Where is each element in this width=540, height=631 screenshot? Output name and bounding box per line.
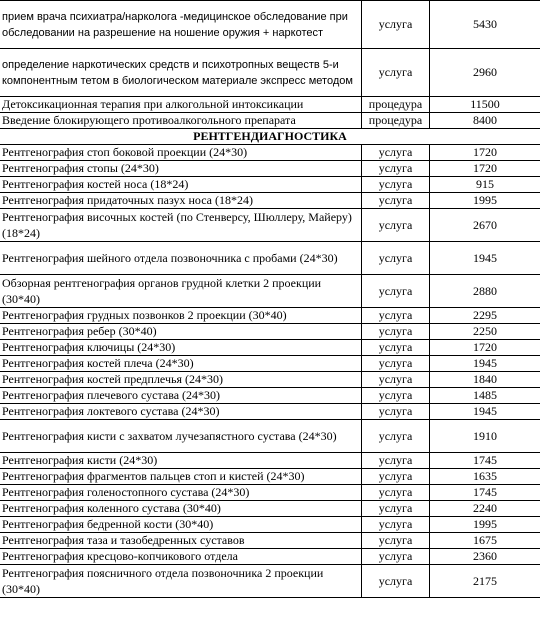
unit-cell: услуга [362, 49, 430, 97]
unit-cell: услуга [362, 242, 430, 275]
price-cell: 1995 [430, 193, 540, 209]
unit-cell: услуга [362, 193, 430, 209]
table-row [0, 275, 540, 308]
unit-cell: услуга [362, 161, 430, 177]
table-row [0, 177, 540, 193]
unit-cell: услуга [362, 308, 430, 324]
unit-cell: услуга [362, 145, 430, 161]
service-name-cell: Рентгенография стопы (24*30) [0, 161, 362, 177]
service-name-cell: Рентгенография шейного отдела позвоночника с пробами (24*30) [0, 242, 362, 275]
service-name-cell: Введение блокирующего противоалкогольного препарата [0, 113, 362, 129]
service-name-cell: Рентгенография поясничного отдела позвоночника 2 проекции (30*40) [0, 565, 362, 598]
service-name-cell: Рентгенография костей плеча (24*30) [0, 356, 362, 372]
unit-cell: услуга [362, 485, 430, 501]
service-name-cell: Рентгенография кисти (24*30) [0, 453, 362, 469]
price-cell: 5430 [430, 1, 540, 49]
service-name-cell: Рентгенография ребер (30*40) [0, 324, 362, 340]
service-name-cell: Рентгенография таза и тазобедренных суставов [0, 533, 362, 549]
service-name-cell: Рентгенография кисти с захватом лучезапястного сустава (24*30) [0, 420, 362, 453]
table-row [0, 420, 540, 453]
unit-cell: услуга [362, 340, 430, 356]
section-header-row [0, 129, 540, 145]
price-cell: 2295 [430, 308, 540, 324]
service-name-cell: Рентгенография стоп боковой проекции (24*30) [0, 145, 362, 161]
service-name-cell: Рентгенография бедренной кости (30*40) [0, 517, 362, 533]
table-row [0, 356, 540, 372]
price-cell: 1945 [430, 404, 540, 420]
service-name-cell: Рентгенография костей предплечья (24*30) [0, 372, 362, 388]
unit-cell: услуга [362, 356, 430, 372]
unit-cell: услуга [362, 209, 430, 242]
table-row [0, 209, 540, 242]
price-cell: 1720 [430, 340, 540, 356]
table-row [0, 340, 540, 356]
price-cell: 2670 [430, 209, 540, 242]
price-cell: 1635 [430, 469, 540, 485]
table-row [0, 453, 540, 469]
price-cell: 1945 [430, 356, 540, 372]
unit-cell: услуга [362, 501, 430, 517]
table-row [0, 501, 540, 517]
unit-cell: услуга [362, 453, 430, 469]
service-name-cell: Обзорная рентгенография органов грудной клетки 2 проекции (30*40) [0, 275, 362, 308]
price-cell: 11500 [430, 97, 540, 113]
unit-cell: услуга [362, 177, 430, 193]
table-row [0, 308, 540, 324]
table-row [0, 533, 540, 549]
unit-cell: услуга [362, 372, 430, 388]
service-name-cell: Рентгенография ключицы (24*30) [0, 340, 362, 356]
table-row [0, 517, 540, 533]
price-list-body [0, 1, 540, 598]
unit-cell: услуга [362, 324, 430, 340]
price-cell: 1720 [430, 145, 540, 161]
table-row [0, 549, 540, 565]
price-cell: 1945 [430, 242, 540, 275]
unit-cell: услуга [362, 404, 430, 420]
unit-cell: процедура [362, 113, 430, 129]
table-row [0, 113, 540, 129]
service-name-cell: Рентгенография голеностопного сустава (24*30) [0, 485, 362, 501]
price-cell: 1745 [430, 485, 540, 501]
service-name-cell: прием врача психиатра/нарколога -медицинское обследование при обследовании на разрешение на ношение оружия + наркотест [0, 1, 362, 49]
table-row [0, 372, 540, 388]
service-name-cell: Рентгенография височных костей (по Стенверсу, Шюллеру, Майеру) (18*24) [0, 209, 362, 242]
price-cell: 2175 [430, 565, 540, 598]
unit-cell: услуга [362, 565, 430, 598]
table-row [0, 145, 540, 161]
unit-cell: услуга [362, 549, 430, 565]
table-row [0, 404, 540, 420]
table-row [0, 49, 540, 97]
table-row [0, 97, 540, 113]
table-row [0, 485, 540, 501]
table-row [0, 161, 540, 177]
table-row [0, 242, 540, 275]
unit-cell: услуга [362, 275, 430, 308]
price-cell: 2240 [430, 501, 540, 517]
price-cell: 1485 [430, 388, 540, 404]
unit-cell: услуга [362, 469, 430, 485]
table-row [0, 565, 540, 598]
service-name-cell: Рентгенография коленного сустава (30*40) [0, 501, 362, 517]
unit-cell: услуга [362, 420, 430, 453]
service-name-cell: Рентгенография грудных позвонков 2 проекции (30*40) [0, 308, 362, 324]
price-cell: 1675 [430, 533, 540, 549]
unit-cell: услуга [362, 388, 430, 404]
service-name-cell: Рентгенография костей носа (18*24) [0, 177, 362, 193]
service-name-cell: Рентгенография придаточных пазух носа (18*24) [0, 193, 362, 209]
price-cell: 1745 [430, 453, 540, 469]
table-row [0, 1, 540, 49]
service-name-cell: Рентгенография плечевого сустава (24*30) [0, 388, 362, 404]
price-cell: 2360 [430, 549, 540, 565]
price-cell: 1995 [430, 517, 540, 533]
table-row [0, 324, 540, 340]
table-row [0, 388, 540, 404]
unit-cell: услуга [362, 517, 430, 533]
table-row [0, 193, 540, 209]
unit-cell: процедура [362, 97, 430, 113]
unit-cell: услуга [362, 533, 430, 549]
section-title: РЕНТГЕНДИАГНОСТИКА [0, 129, 540, 145]
service-name-cell: Детоксикационная терапия при алкогольной интоксикации [0, 97, 362, 113]
unit-cell: услуга [362, 1, 430, 49]
service-name-cell: Рентгенография локтевого сустава (24*30) [0, 404, 362, 420]
price-cell: 8400 [430, 113, 540, 129]
price-cell: 1720 [430, 161, 540, 177]
price-cell: 915 [430, 177, 540, 193]
service-name-cell: Рентгенография кресцово-копчикового отдела [0, 549, 362, 565]
price-cell: 2250 [430, 324, 540, 340]
table-row [0, 469, 540, 485]
price-cell: 1910 [430, 420, 540, 453]
price-cell: 2880 [430, 275, 540, 308]
price-cell: 1840 [430, 372, 540, 388]
service-name-cell: определение наркотических средств и психотропных веществ 5-и компонентным тетом в биологическом материале экспресс методом [0, 49, 362, 97]
service-name-cell: Рентгенография фрагментов пальцев стоп и кистей (24*30) [0, 469, 362, 485]
price-cell: 2960 [430, 49, 540, 97]
